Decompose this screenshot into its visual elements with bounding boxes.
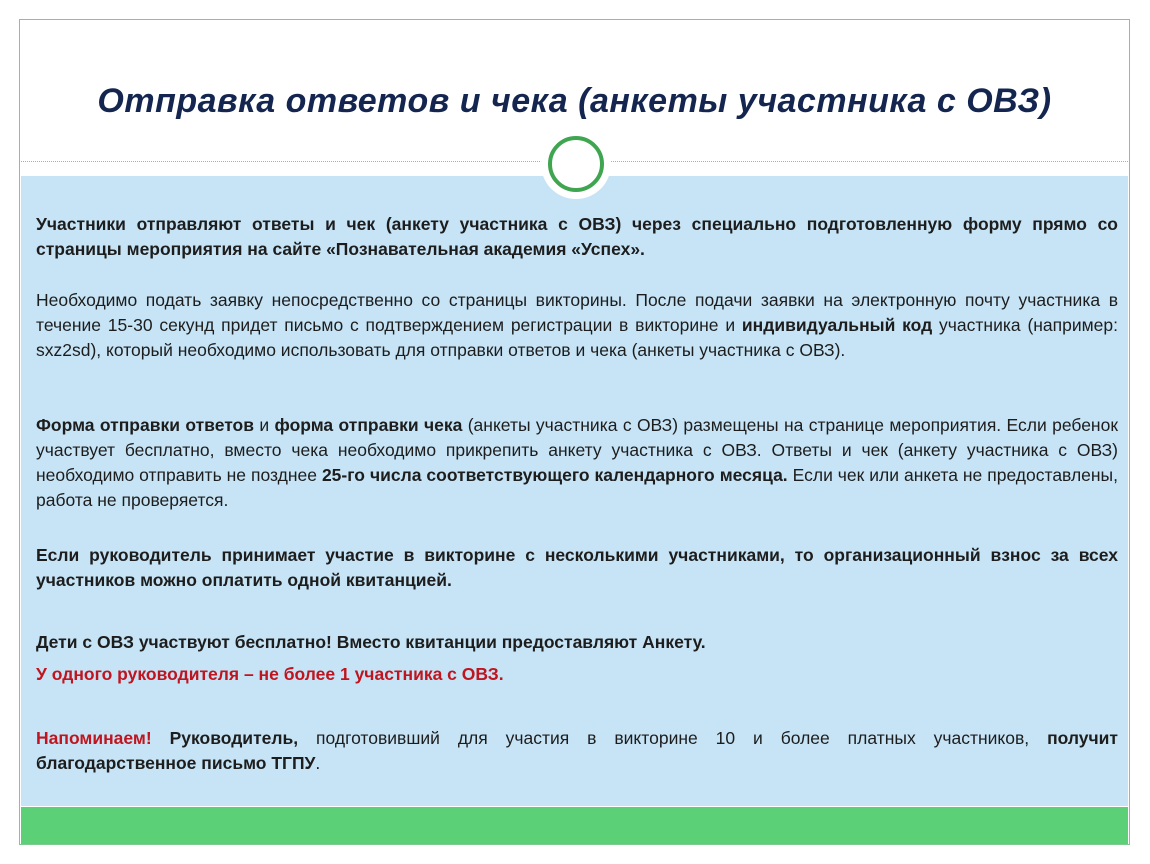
paragraph-free-participation: Дети с ОВЗ участвуют бесплатно! Вместо квитанции предоставляют Анкету.: [36, 632, 706, 652]
receipt-form-bold: форма отправки чека: [274, 415, 463, 435]
circle-badge-icon: [548, 136, 604, 192]
registration-text-1: Необходимо подать заявку непосредственно со страницы викторины. После подачи заявки на электронную почту участника в течение 15-30 секунд придет письмо с подтверждением регистрации в викторине и: [36, 290, 1118, 335]
reminder-text-2: .: [315, 753, 321, 773]
answers-form-bold: Форма отправки ответов: [36, 415, 254, 435]
forms-text-3: Если чек или анкета не предоставлены, работа не проверяется.: [36, 465, 1118, 510]
slide-frame: [19, 19, 1130, 845]
paragraph-registration: [36, 288, 1118, 363]
paragraph-submission-form: Участники отправляют ответы и чек (анкету участника с ОВЗ) через специально подготовленную форму прямо со страницы мероприятия на сайте «Познавательная академия «Успех».: [36, 214, 1118, 259]
content-panel: [21, 176, 1128, 806]
reminder-label: Напоминаем!: [36, 728, 152, 748]
individual-code-bold: индивидуальный код: [741, 315, 933, 335]
reminder-letter-bold: получит благодарственное письмо ТГПУ: [36, 728, 1118, 773]
paragraph-forms: [36, 413, 1118, 513]
footer-bar: [21, 807, 1128, 844]
registration-text-2: участника (например: sxz2sd), который необходимо использовать для отправки ответов и чека (анкеты участника с ОВЗ).: [36, 315, 1119, 360]
reminder-text-1: подготовивший для участия в викторине 10 и более платных участников,: [298, 728, 1048, 748]
slide-title: Отправка ответов и чека (анкеты участника с ОВЗ): [97, 82, 1052, 120]
forms-text-2: (анкеты участника с ОВЗ) размещены на странице мероприятия. Если ребенок участвует бесплатно, вместо чека необходимо прикрепить анкету участника с ОВЗ. Ответы и чек (анкету участника с ОВЗ) необходимо отправить не позднее: [36, 415, 1118, 485]
deadline-bold: 25-го числа соответствующего календарного месяца.: [321, 465, 788, 485]
paragraph-reminder: [36, 726, 1118, 776]
paragraph-group-payment: Если руководитель принимает участие в викторине с несколькими участниками, то организационный взнос за всех участников можно оплатить одной квитанцией.: [36, 545, 1118, 590]
forms-text-1: и: [253, 415, 275, 435]
reminder-leader-bold: Руководитель,: [151, 728, 299, 748]
paragraph-limit-notice: У одного руководителя – не более 1 участника с ОВЗ.: [36, 664, 504, 684]
